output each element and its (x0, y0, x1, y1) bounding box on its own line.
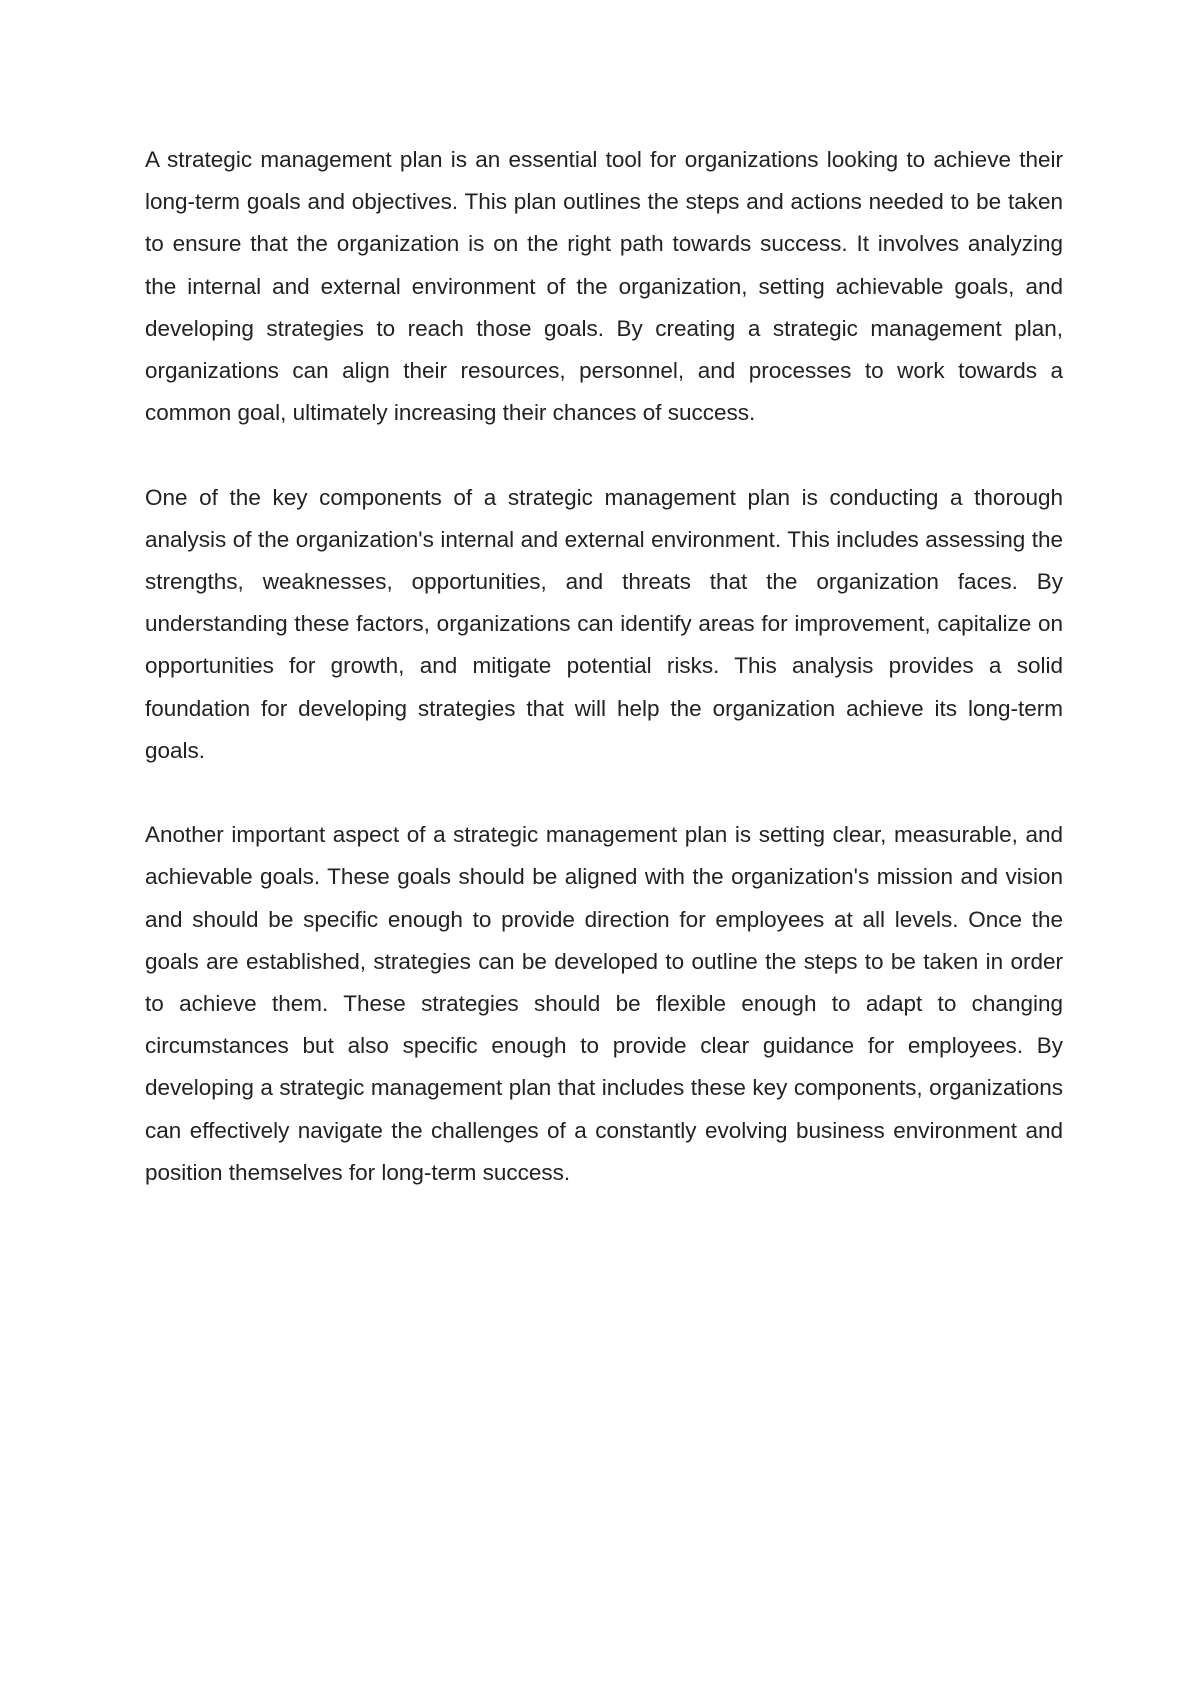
paragraph-1: A strategic management plan is an essential tool for organizations looking to achieve their long-term goals and objectives. This plan outlines the steps and actions needed to be taken to ensure that the organization is on the right path towards success. It involves analyzing the internal and external environment of the organization, setting achievable goals, and developing strategies to reach those goals. By creating a strategic management plan, organizations can align their resources, personnel, and processes to work towards a common goal, ultimately increasing their chances of success. (145, 147, 1063, 426)
document-body (145, 139, 1063, 1194)
paragraph-3: Another important aspect of a strategic management plan is setting clear, measurable, and achievable goals. These goals should be aligned with the organization's mission and vision and should be specific enough to provide direction for employees at all levels. Once the goals are established, strategies can be developed to outline the steps to be taken in order to achieve them. These strategies should be flexible enough to adapt to changing circumstances but also specific enough to provide clear guidance for employees. By developing a strategic management plan that includes these key components, organizations can effectively navigate the challenges of a constantly evolving business environment and position themselves for long-term success. (145, 822, 1063, 1185)
paragraph-2: One of the key components of a strategic management plan is conducting a thorough analysis of the organization's internal and external environment. This includes assessing the strengths, weaknesses, opportunities, and threats that the organization faces. By understanding these factors, organizations can identify areas for improvement, capitalize on opportunities for growth, and mitigate potential risks. This analysis provides a solid foundation for developing strategies that will help the organization achieve its long-term goals. (145, 484, 1063, 763)
